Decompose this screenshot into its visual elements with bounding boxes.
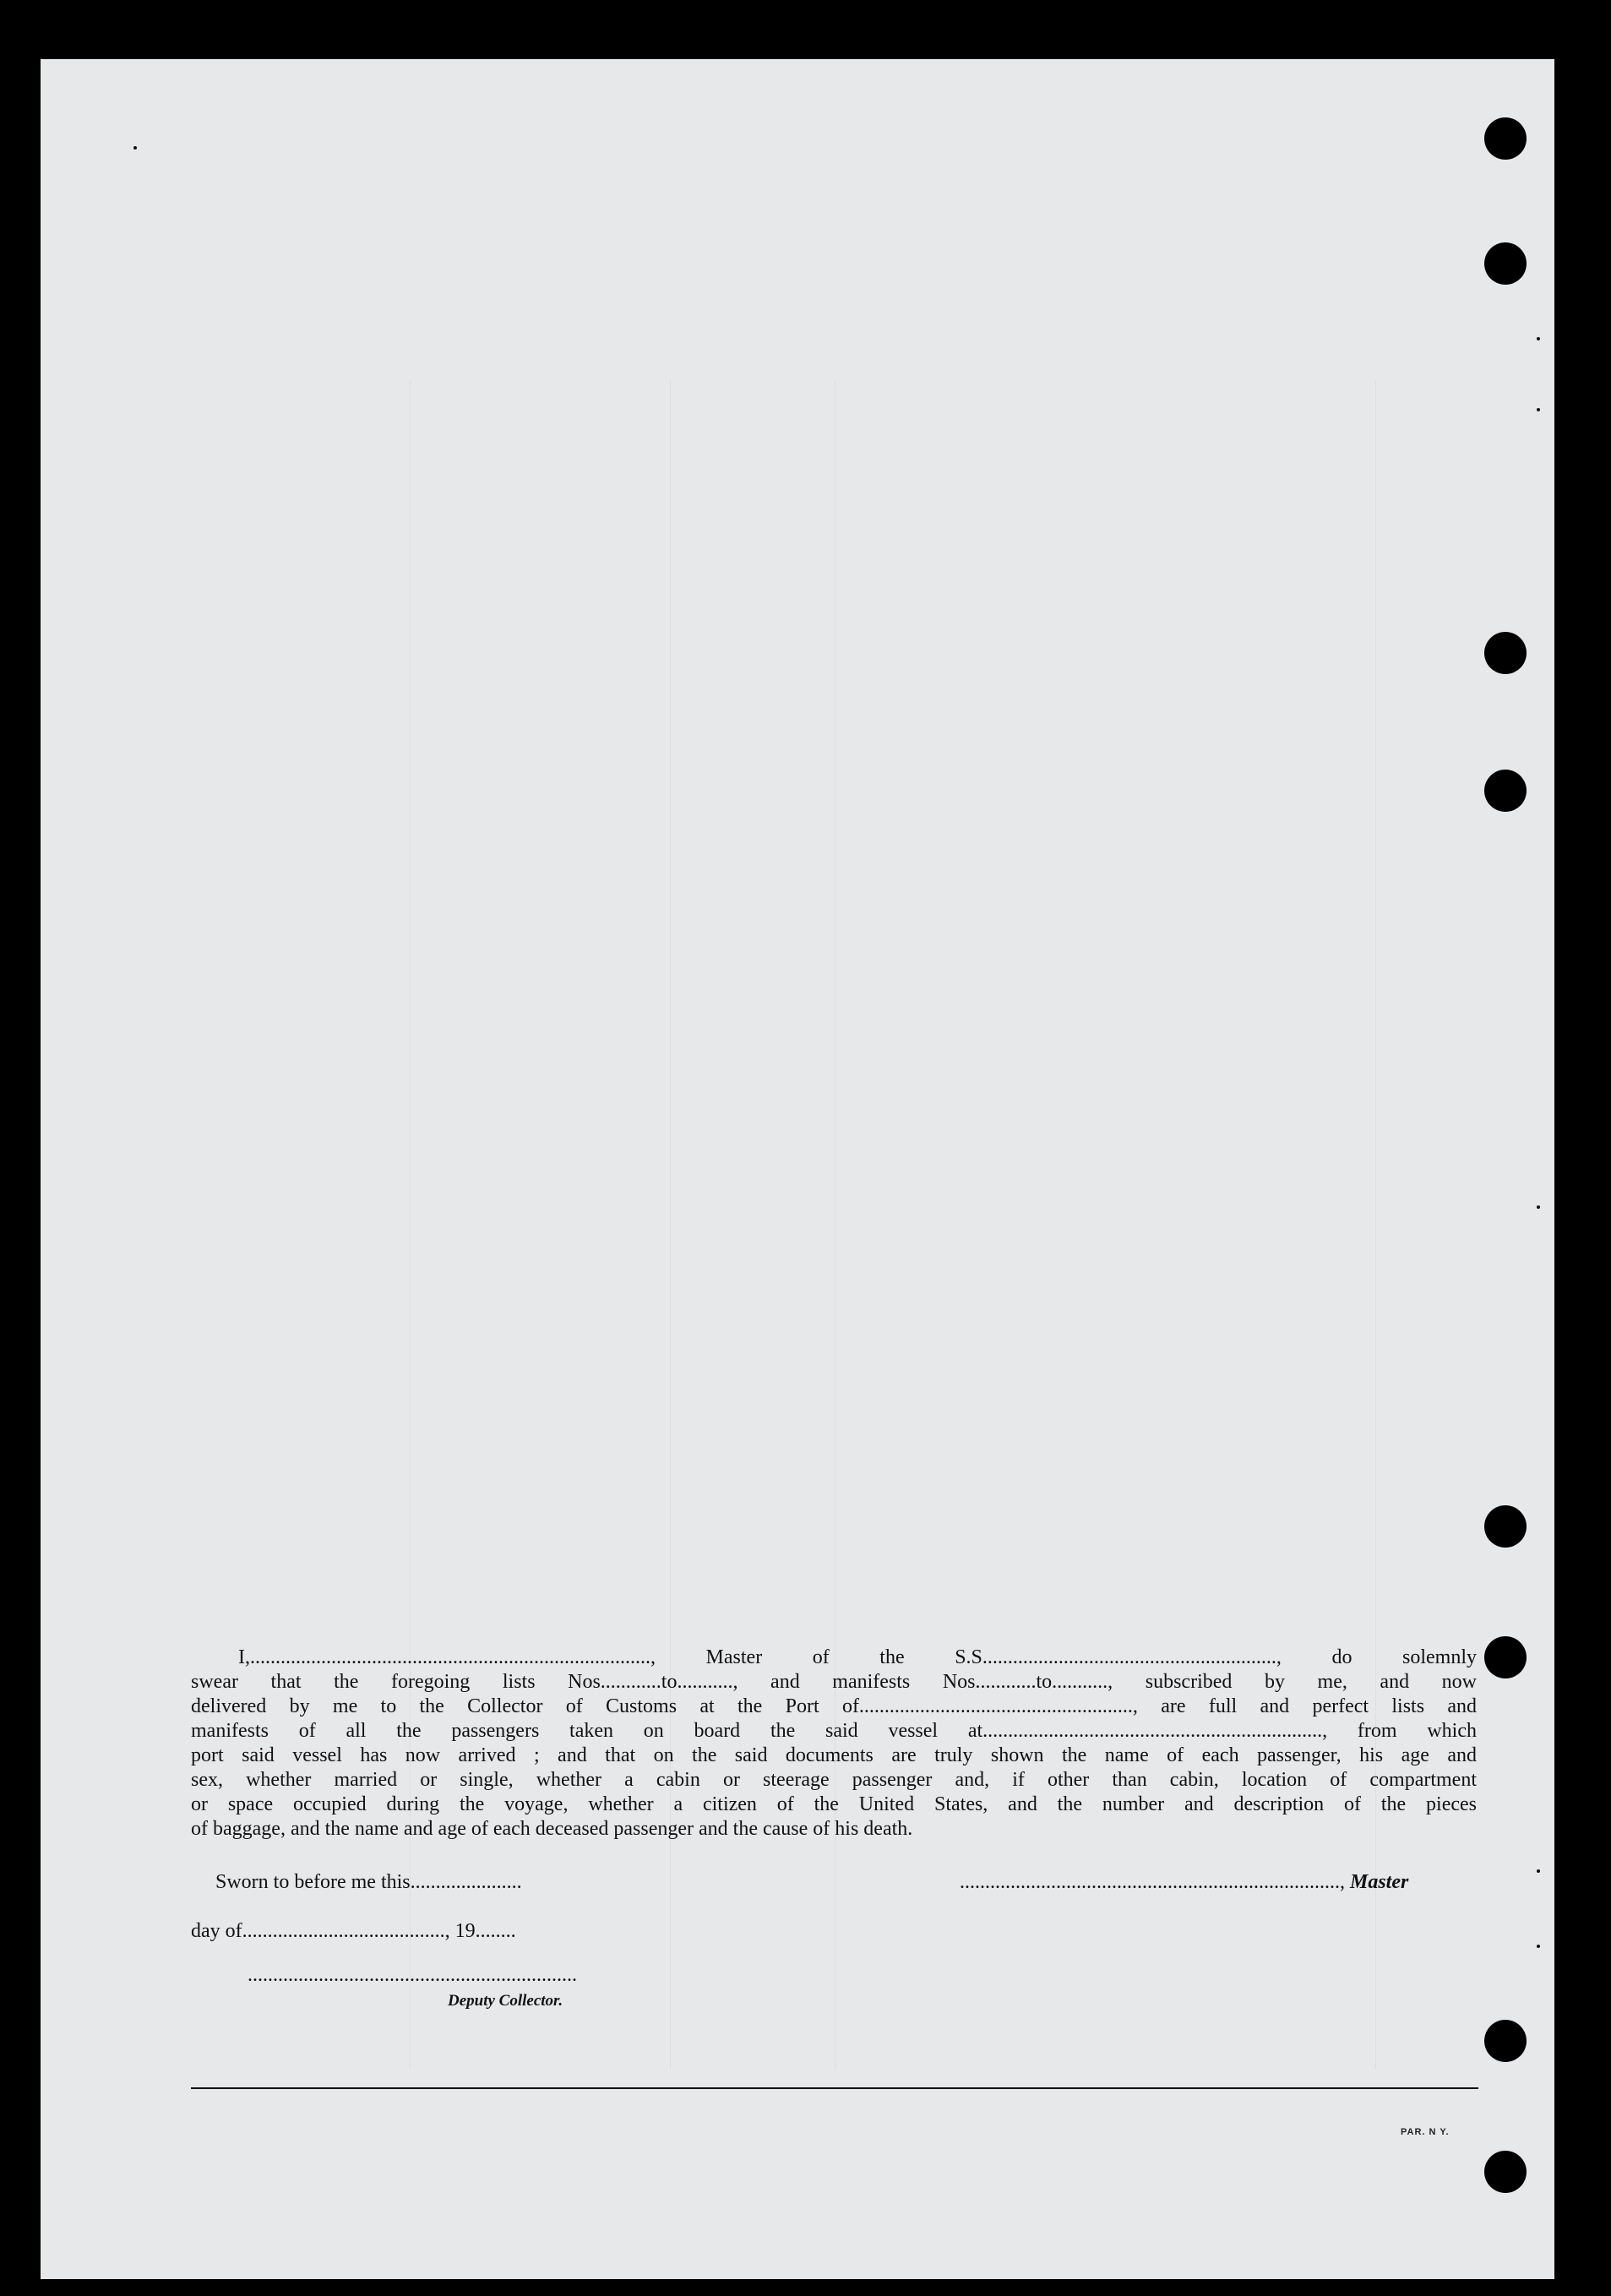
oath-line: port said vessel has now arrived ; and that on the said documents are truly shown the name of each passenger, his age and: [191, 1744, 1477, 1766]
master-signature-line: [960, 1871, 1408, 1894]
punch-hole: [1484, 1505, 1527, 1548]
oath-line: I,..............................................................................., Master of the S.S.........................................................., do solemnly: [238, 1646, 1477, 1668]
oath-line: of baggage, and the name and age of each deceased passenger and the cause of his death.: [191, 1818, 913, 1840]
scan-speck: [1537, 1205, 1540, 1209]
oath-line: delivered by me to the Collector of Customs at the Port of......................................................, are full and perfect lists and: [191, 1695, 1477, 1717]
scan-speck: [1537, 337, 1540, 340]
punch-hole: [1484, 770, 1527, 812]
oath-line: sex, whether married or single, whether a cabin or steerage passenger and, if other than cabin, location of compartment: [191, 1769, 1477, 1791]
master-signature-dots: ...........................................................................,: [960, 1871, 1345, 1893]
scan-speck: [1537, 1945, 1540, 1948]
oath-paragraph: [191, 1646, 1477, 1842]
punch-hole: [1484, 242, 1527, 285]
scan-speck: [133, 146, 137, 150]
punch-hole: [1484, 2020, 1527, 2062]
punch-hole: [1484, 2151, 1527, 2193]
punch-hole: [1484, 117, 1527, 160]
deputy-collector-label: Deputy Collector.: [448, 1992, 563, 2010]
bottom-rule: [191, 2087, 1478, 2089]
scan-speck: [1537, 1869, 1540, 1873]
sworn-before-line: Sworn to before me this......................: [215, 1871, 522, 1893]
deputy-signature-dots: .................................................................: [248, 1964, 577, 1986]
punch-hole: [1484, 632, 1527, 674]
oath-line: manifests of all the passengers taken on board the said vessel at..................................................................., from which: [191, 1720, 1477, 1742]
oath-line: swear that the foregoing lists Nos............to..........., and manifests Nos............to..........., subscribed by me, and now: [191, 1671, 1477, 1693]
punch-hole: [1484, 1636, 1527, 1678]
master-label: Master: [1350, 1871, 1409, 1893]
oath-line: or space occupied during the voyage, whether a citizen of the United States, and the number and description of the pieces: [191, 1793, 1477, 1815]
scan-speck: [1537, 408, 1540, 411]
printer-mark: PAR. N Y.: [1401, 2127, 1450, 2137]
document-page: [41, 59, 1554, 2279]
bleed-through-title: ⠀: [286, 137, 304, 165]
day-of-line: day of........................................, 19........: [191, 1920, 516, 1942]
